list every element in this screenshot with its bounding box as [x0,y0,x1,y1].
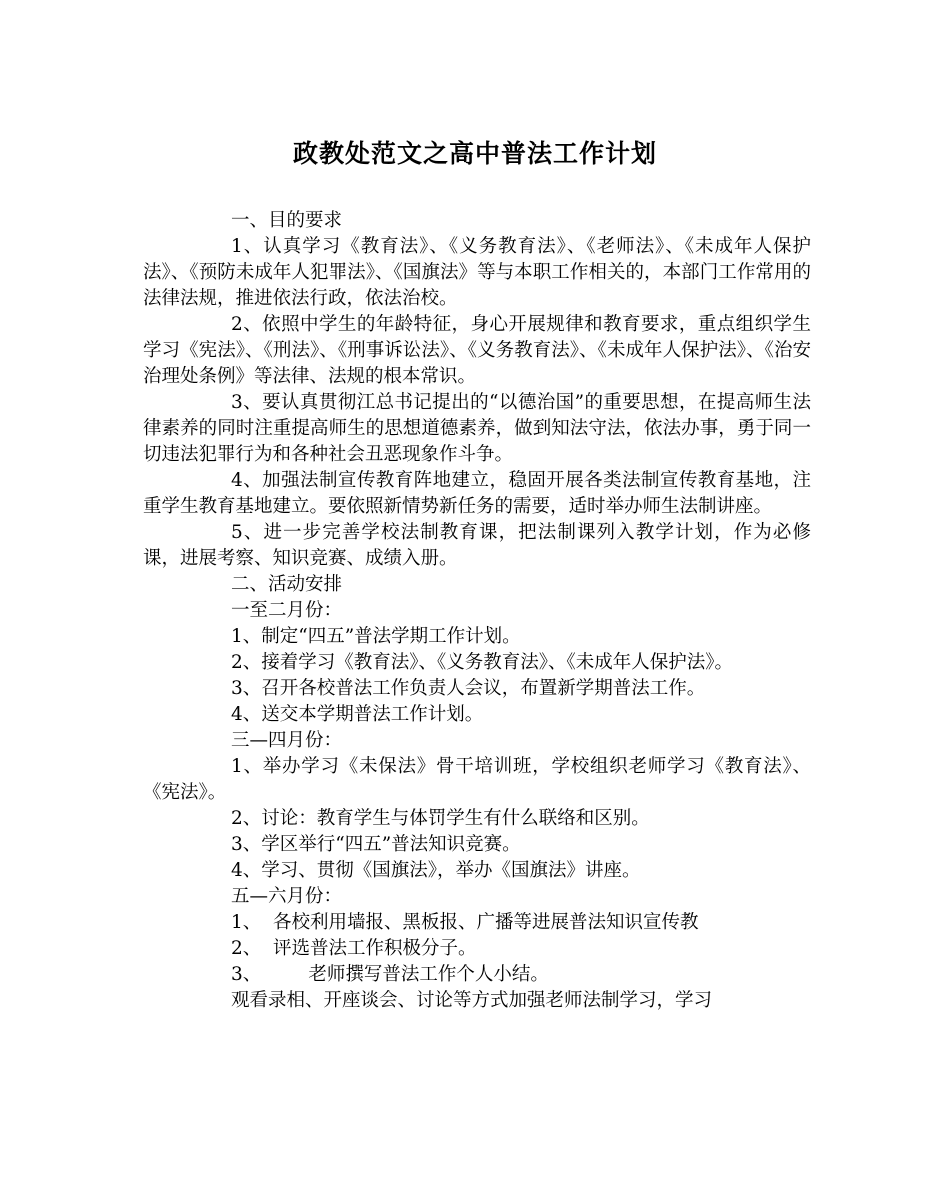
list-item: 2、接着学习《教育法》、《义务教育法》、《未成年人保护法》。 [231,652,734,673]
paragraph: 2、依照中学生的年龄特征，身心开展规律和教育要求，重点组织学生学习《宪法》、《刑法》、《刑事诉讼法》、《义务教育法》、《未成年人保护法》、《治安治理处条例》等法律、法规的根本常识。 [143,314,811,387]
section-heading: 一、目的要求 [231,210,343,231]
list-item: 4、送交本学期普法工作计划。 [231,704,484,725]
month-heading: 三—四月份： [231,730,343,751]
paragraph: 4、加强法制宣传教育阵地建立，稳固开展各类法制宣传教育基地，注重学生教育基地建立。要依照新情势新任务的需要，适时举办师生法制讲座。 [143,470,811,517]
list-item: 3、召开各校普法工作负责人会议，布置新学期普法工作。 [231,678,706,699]
section-heading: 二、活动安排 [231,574,343,595]
list-item: 1、 各校利用墙报、黑板报、广播等进展普法知识宣传教 [231,912,699,933]
list-item: 2、 评选普法工作积极分子。 [231,938,477,959]
document-body [143,208,811,1014]
list-item: 1、举办学习《未保法》骨干培训班，学校组织老师学习《教育法》、《宪法》。 [143,756,811,803]
list-item: 4、学习、贯彻《国旗法》，举办《国旗法》讲座。 [231,860,641,881]
month-heading: 五—六月份： [231,886,343,907]
paragraph: 观看录相、开座谈会、讨论等方式加强老师法制学习，学习 [231,990,713,1011]
list-item: 3、学区举行“四五”普法知识竞赛。 [231,834,521,855]
list-item: 1、制定“四五”普法学期工作计划。 [231,626,521,647]
paragraph: 3、要认真贯彻江总书记提出的“以德治国”的重要思想，在提高师生法律素养的同时注重提高师生的思想道德素养，做到知法守法，依法办事，勇于同一切违法犯罪行为和各种社会丑恶现象作斗争。 [143,392,811,465]
document-title: 政教处范文之高中普法工作计划 [292,139,657,168]
list-item: 2、讨论：教育学生与体罚学生有什么联络和区别。 [231,808,650,829]
paragraph: 5、进一步完善学校法制教育课，把法制课列入教学计划，作为必修课，进展考察、知识竞赛、成绩入册。 [143,522,811,569]
month-heading: 一至二月份： [231,600,343,621]
paragraph: 1、认真学习《教育法》、《义务教育法》、《老师法》、《未成年人保护法》、《预防未成年人犯罪法》、《国旗法》等与本职工作相关的，本部门工作常用的法律法规，推进依法行政，依法治校。 [143,236,811,309]
list-item: 3、 老师撰写普法工作个人小结。 [231,964,549,985]
